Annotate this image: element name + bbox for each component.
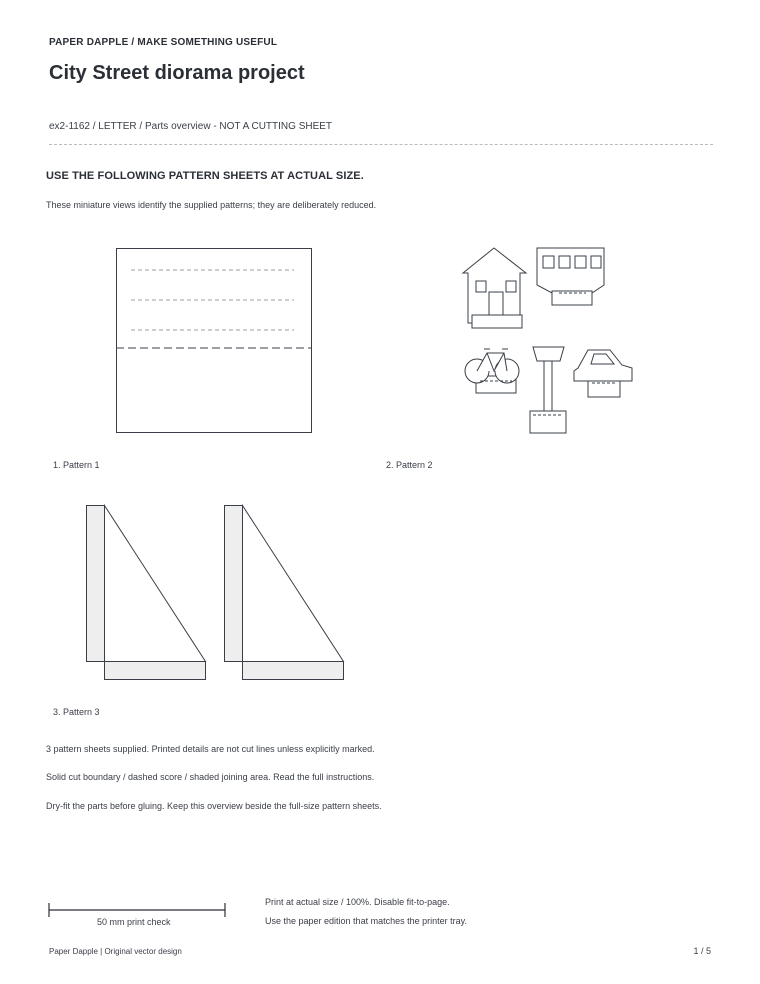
pattern-caption-2: 2. Pattern 2 — [386, 460, 433, 470]
pattern-caption-1: 1. Pattern 1 — [53, 460, 100, 470]
page-title: City Street diorama project — [49, 62, 305, 84]
note-dry-fit: Dry-fit the parts before gluing. Keep this overview beside the full-size pattern sheets. — [46, 801, 382, 811]
footer-credit: Paper Dapple | Original vector design — [49, 947, 182, 956]
street-pieces-icon — [460, 245, 634, 437]
scale-label: 50 mm print check — [97, 917, 171, 927]
print-instruction: Print at actual size / 100%. Disable fit-to-page. — [265, 897, 450, 907]
section-heading: USE THE FOLLOWING PATTERN SHEETS AT ACTUAL SIZE. — [46, 170, 364, 182]
document-meta: ex2-1162 / LETTER / Parts overview - NOT A CUTTING SHEET — [49, 121, 333, 132]
paper-instruction: Use the paper edition that matches the printer tray. — [265, 916, 467, 926]
note-sheets-supplied: 3 pattern sheets supplied. Printed details are not cut lines unless explicitly marked. — [46, 744, 375, 754]
street-lamp-icon — [530, 347, 566, 433]
triangle-supports-icon — [86, 505, 346, 681]
car-icon — [574, 350, 632, 397]
folded-sheet-icon — [116, 248, 312, 434]
brand-header: PAPER DAPPLE / MAKE SOMETHING USEFUL — [49, 37, 278, 48]
pattern-caption-3: 3. Pattern 3 — [53, 707, 100, 717]
note-line-legend: Solid cut boundary / dashed score / shaded joining area. Read the full instructions. — [46, 772, 375, 782]
header-divider — [49, 144, 713, 145]
house-icon — [463, 248, 526, 328]
bicycle-icon — [465, 349, 519, 393]
page-number: 1 / 5 — [693, 946, 711, 956]
scale-bar-icon — [48, 902, 228, 918]
bus-icon — [537, 248, 604, 305]
intro-text: These miniature views identify the supplied patterns; they are deliberately reduced. — [46, 200, 377, 210]
